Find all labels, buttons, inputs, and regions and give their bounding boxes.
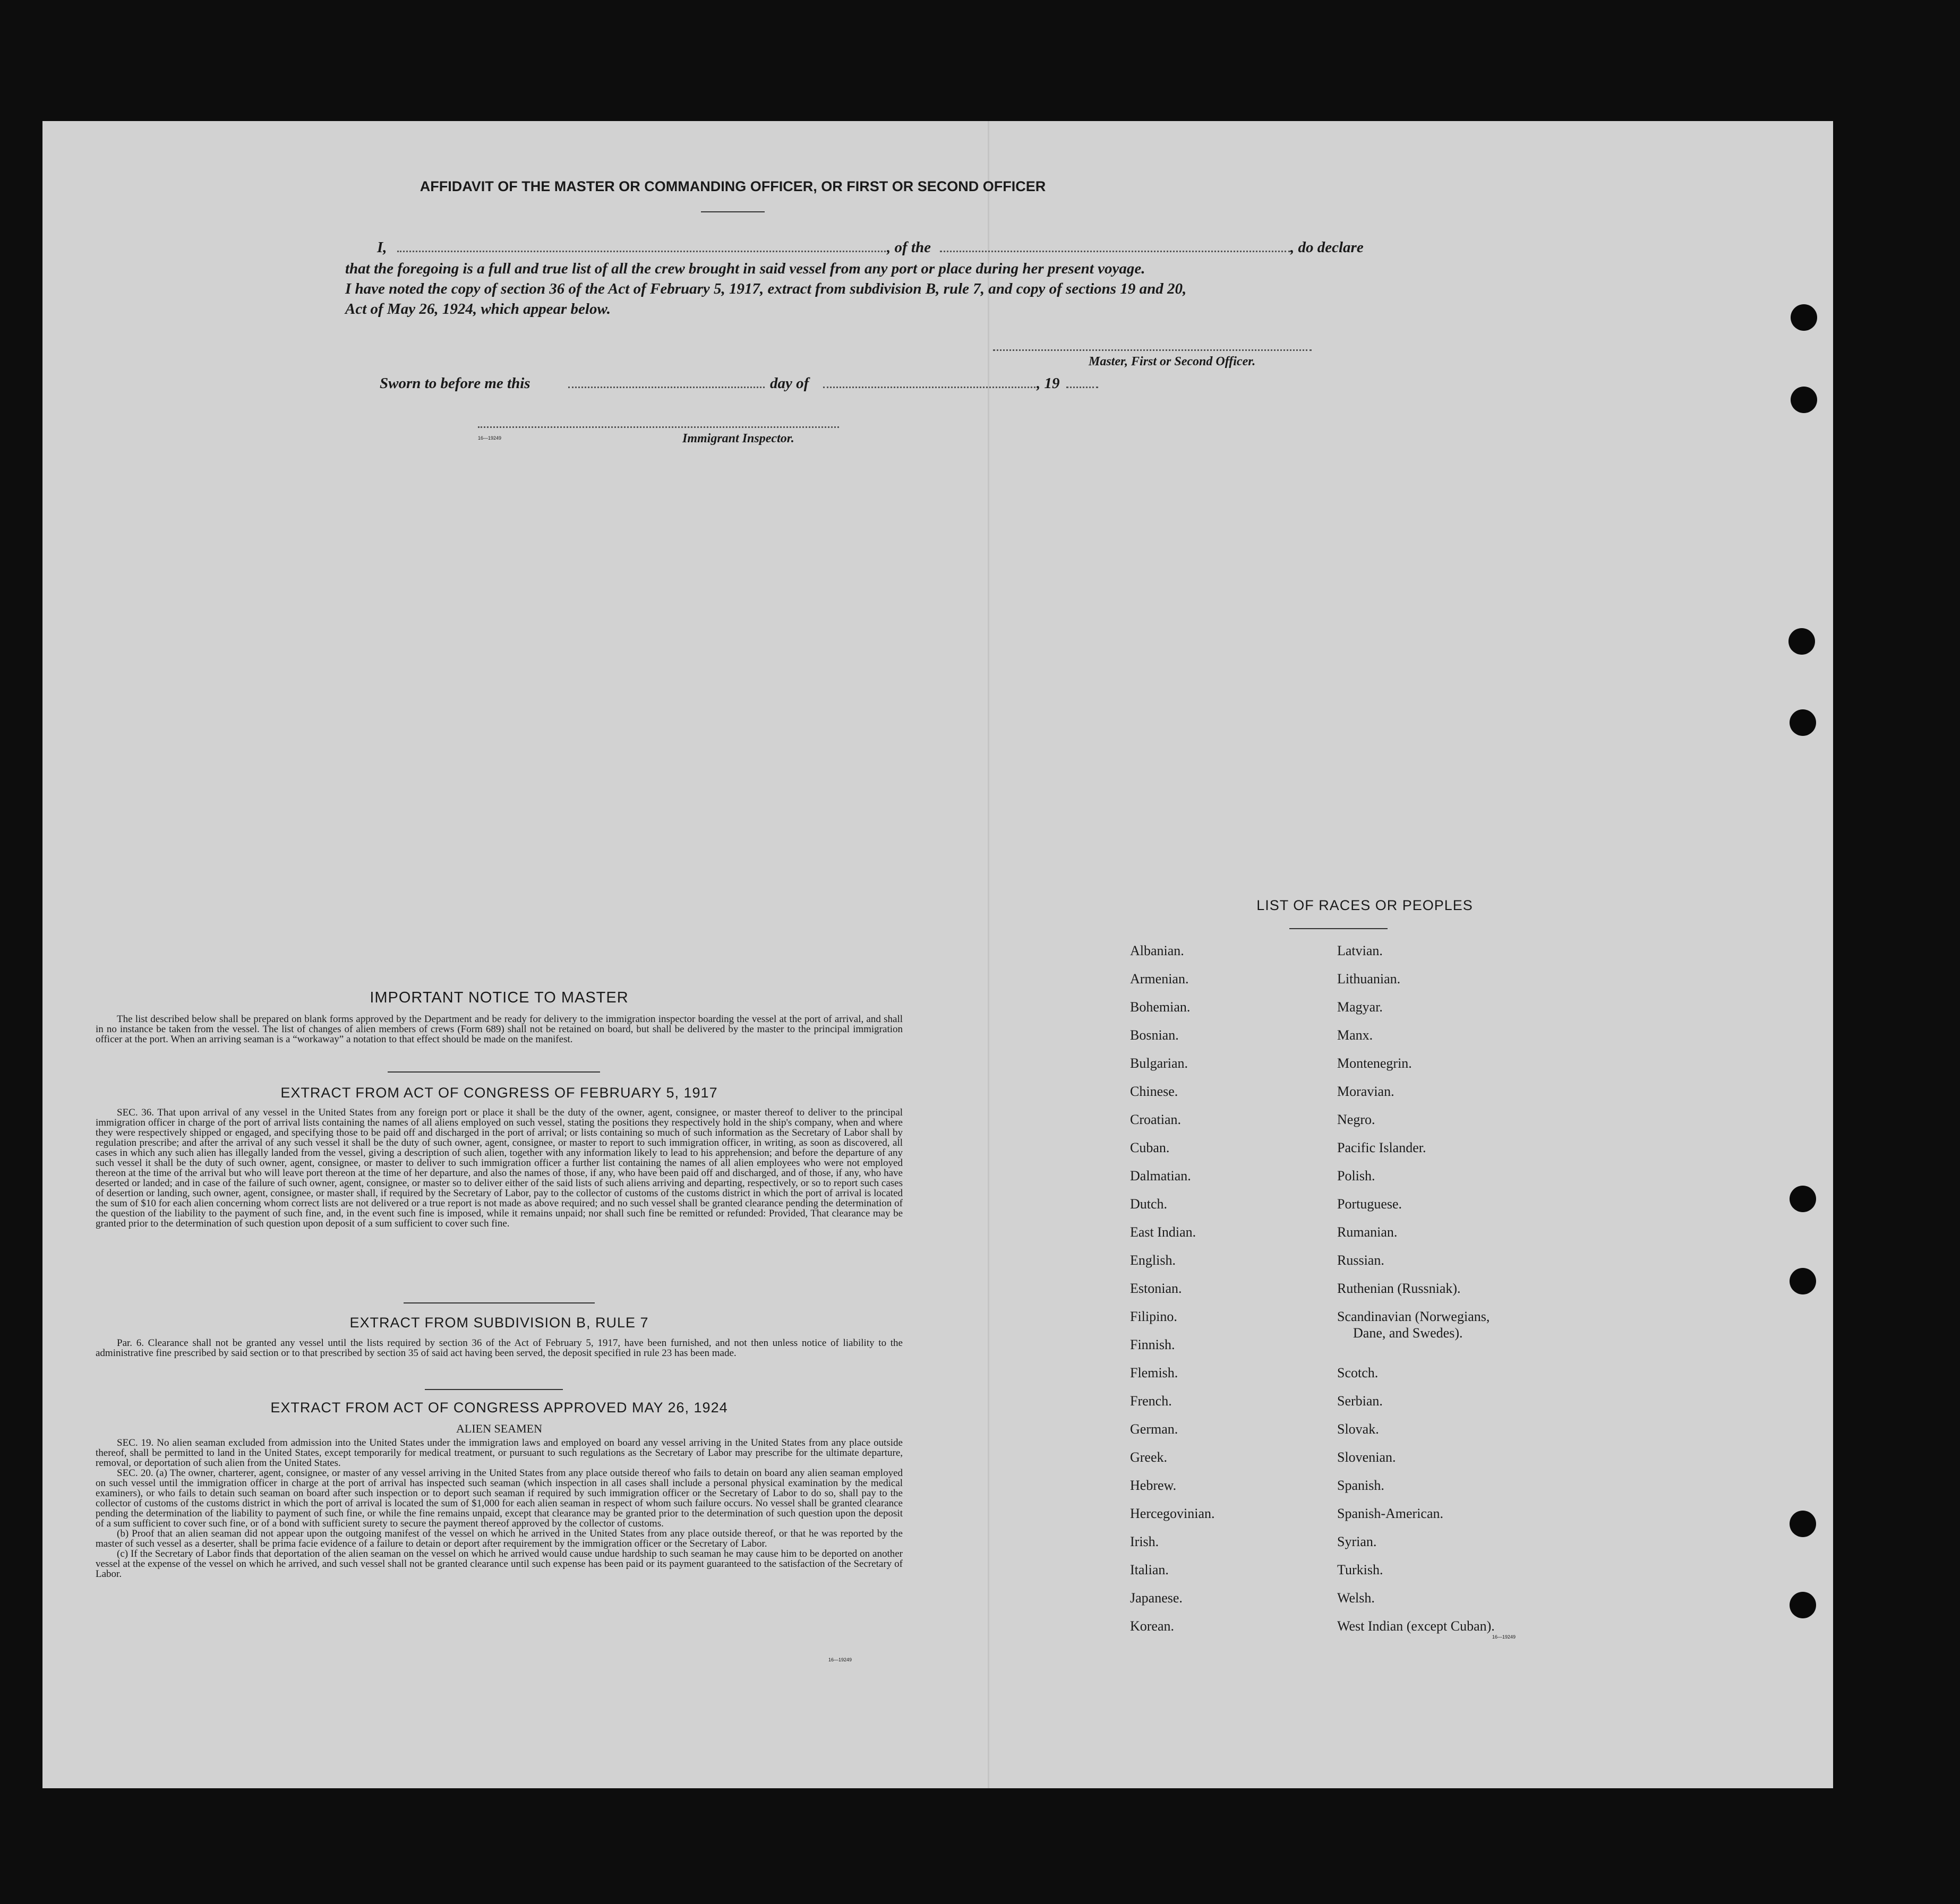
- race-col1-item: Dutch.: [1130, 1196, 1168, 1212]
- affidavit-do-declare: , do declare: [1290, 239, 1364, 256]
- sec36-text: SEC. 36. That upon arrival of any vessel in the United States from any foreign port or place it shall be the duty of the owner, agent, consignee, or master thereof to deliver to the principal immigration officer in charge of the port of arrival lists containing the names of all aliens employed on such vessel, stating the positions they respectively hold in the ship's company, when and where they were respectively shipped or engaged, and specifying those to be paid off and discharged in the port of arrival; or lists containing so much of such information as the Secretary of Labor shall by regulation prescribe; and after the arrival of any such vessel it shall be the duty of such owner, agent, consignee, or master to report to such immigration officer, in writing, as soon as discovered, all cases in which any such alien has illegally landed from the vessel, giving a description of such alien, together with any information likely to lead to his apprehension; and before the departure of any such vessel it shall be the duty of such owner, agent, consignee, or master to deliver to such immigration officer a further list containing the names of all alien employees who were not employed thereon at the time of the arrival but who will leave port thereon at the time of her departure, and also the names of those, if any, who have been paid off and discharged, and of those, if any, who have deserted or landed; and in case of the failure of such owner, agent, consignee, or master so to deliver either of the said lists of such aliens arriving and departing, respectively, or so to report such cases of desertion or landing, such owner, agent, consignee, or master shall, if required by the Secretary of Labor, pay to the collector of customs of the customs district in which the port of arrival is located the sum of $10 for each alien concerning whom correct lists are not delivered or a true report is not made as above required; and no such vessel shall be granted clearance pending the determination of the question of the liability to the payment of such fine, and, in the event such fine is imposed, while it remains unpaid; nor shall such fine be remitted or refunded: Provided, That clearance may be granted prior to the determination of such question upon deposit of a sum sufficient to cover such fine.: [96, 1107, 903, 1229]
- notice-rule: [388, 1071, 600, 1073]
- title-rule: [701, 211, 765, 212]
- sec20b-text: (b) Proof that an alien seaman did not appear upon the outgoing manifest of the vessel on which he arrived in the United States from any place outside thereof, or that he was reported by the master of such vessel as a deserter, shall be prima facie evidence of a failure to detain or deport after requirement by the immigration officer or the Secretary of Labor.: [96, 1528, 903, 1549]
- race-col1-item: Albanian.: [1130, 943, 1184, 958]
- race-col1-item: Armenian.: [1130, 971, 1189, 987]
- race-col2-item: Scotch.: [1337, 1365, 1379, 1380]
- race-col2-item: Pacific Islander.: [1337, 1140, 1426, 1155]
- race-col1-item: Bulgarian.: [1130, 1056, 1188, 1071]
- affidavit-title: AFFIDAVIT OF THE MASTER OR COMMANDING OFFICER, OR FIRST OR SECOND OFFICER: [420, 178, 1046, 194]
- race-col2-item: Welsh.: [1337, 1590, 1375, 1606]
- race-col1-item: English.: [1130, 1253, 1176, 1268]
- year-label: , 19: [1037, 375, 1060, 392]
- race-col1-item: Croatian.: [1130, 1112, 1182, 1127]
- race-col2-item: Ruthenian (Russniak).: [1337, 1281, 1461, 1296]
- races-rule: [1289, 928, 1388, 929]
- race-col1-item: Hebrew.: [1130, 1478, 1177, 1493]
- day-of-label: day of: [770, 375, 809, 392]
- race-col1-item: German.: [1130, 1421, 1178, 1437]
- race-col2-item: Slovenian.: [1337, 1450, 1396, 1465]
- inspector-label: Immigrant Inspector.: [682, 432, 794, 445]
- race-col1-item: Estonian.: [1130, 1281, 1182, 1296]
- race-col2-item: Portuguese.: [1337, 1196, 1402, 1212]
- race-col2-item: Montenegrin.: [1337, 1056, 1412, 1071]
- race-col2-item: Russian.: [1337, 1253, 1384, 1268]
- name-blank[interactable]: [397, 251, 886, 252]
- race-col2-item: Spanish.: [1337, 1478, 1384, 1493]
- sec20c-text: (c) If the Secretary of Labor finds that deportation of the alien seaman on the vessel on which he arrived would cause undue hardship to such seaman he may cause him to be deported on another vessel at the expense of the vessel on which he arrived, and such vessel shall not be granted clearance until such expense has been paid or its payment guaranteed to the satisfaction of the Secretary of Labor.: [96, 1548, 903, 1580]
- punch-hole: [1791, 304, 1817, 331]
- sec20a-text: SEC. 20. (a) The owner, charterer, agent, consignee, or master of any vessel arriving in the United States from any place outside thereof who fails to detain on board any alien seaman employed on such vessel until the immigration officer in charge at the port of arrival has inspected such seaman (which inspection in all cases shall include a personal physical examination by the medical examiners), or who fails to detain such seaman on board after such inspection or to deport such seaman if required by such immigration officer or the Secretary of Labor to do so, shall pay to the collector of customs of the customs district in which the port of arrival is located the sum of $1,000 for each alien seaman in respect of whom such failure occurs. No vessel shall be granted clearance pending the determination of the liability to payment of such fine, or while the fine remains unpaid, except that clearance may be granted prior to the determination of such question upon the deposit of a sum sufficient to cover such fine, or of a bond with sufficient surety to secure the payment thereof approved by the collector of customs.: [96, 1468, 903, 1529]
- affidavit-of-the: , of the: [887, 239, 931, 256]
- race-col1-item: Cuban.: [1130, 1140, 1170, 1155]
- year-blank[interactable]: [1066, 387, 1098, 388]
- punch-hole: [1788, 628, 1815, 655]
- race-col2-item: Negro.: [1337, 1112, 1375, 1127]
- master-label: Master, First or Second Officer.: [1089, 355, 1256, 368]
- race-col2-item: Serbian.: [1337, 1393, 1383, 1409]
- race-col1-item: Italian.: [1130, 1562, 1169, 1577]
- extract1924-body: [96, 1438, 903, 1579]
- race-col1-item: Flemish.: [1130, 1365, 1178, 1380]
- affidavit-i: I,: [377, 239, 387, 256]
- extract1924-form-code: 16—19249: [828, 1657, 852, 1662]
- race-col1-item: Finnish.: [1130, 1337, 1175, 1352]
- race-col1-item: Bosnian.: [1130, 1027, 1179, 1043]
- punch-hole: [1790, 709, 1816, 736]
- rule7-title: EXTRACT FROM SUBDIVISION B, RULE 7: [349, 1315, 649, 1331]
- extract1917-title: EXTRACT FROM ACT OF CONGRESS OF FEBRUARY 5, 1917: [280, 1085, 718, 1101]
- inspector-signature-line[interactable]: [478, 426, 839, 428]
- sworn-month-blank[interactable]: [823, 387, 1035, 388]
- master-signature-line[interactable]: [993, 349, 1312, 351]
- race-col2-item: Latvian.: [1337, 943, 1383, 958]
- race-col1-item: Irish.: [1130, 1534, 1159, 1549]
- race-col2-item: Polish.: [1337, 1168, 1375, 1183]
- document-sheet: [42, 121, 1833, 1788]
- race-col1-item: Dalmatian.: [1130, 1168, 1191, 1183]
- punch-hole: [1791, 387, 1817, 413]
- race-col2-item: Turkish.: [1337, 1562, 1383, 1577]
- race-col1-item: Filipino.: [1130, 1309, 1177, 1324]
- punch-hole: [1790, 1592, 1816, 1618]
- punch-hole: [1790, 1186, 1816, 1212]
- rule7-rule: [425, 1389, 563, 1390]
- affidavit-line4: Act of May 26, 1924, which appear below.: [345, 301, 611, 318]
- race-col1-item: East Indian.: [1130, 1224, 1196, 1240]
- races-form-code: 16—19249: [1492, 1634, 1516, 1640]
- race-col2-item: Scandinavian (Norwegians,: [1337, 1309, 1490, 1324]
- sworn-label: Sworn to before me this: [380, 375, 530, 392]
- race-col2-item: Syrian.: [1337, 1534, 1377, 1549]
- race-col2-item: Moravian.: [1337, 1084, 1394, 1099]
- affidavit-line3: I have noted the copy of section 36 of the Act of February 5, 1917, extract from subdivision B, rule 7, and copy of sections 19 and 20,: [345, 280, 1187, 297]
- par6-text: Par. 6. Clearance shall not be granted any vessel until the lists required by section 36 of the Act of February 5, 1917, have been furnished, and not then unless notice of liability to the administrative fine prescribed by said section or to that prescribed by section 35 of said act having been served, the deposit specified in rule 23 has been made.: [96, 1337, 903, 1359]
- notice-title: IMPORTANT NOTICE TO MASTER: [370, 989, 629, 1006]
- notice-body: [96, 1014, 903, 1044]
- race-col1-item: Greek.: [1130, 1450, 1168, 1465]
- race-col2-item: Lithuanian.: [1337, 971, 1401, 987]
- race-col1-item: Korean.: [1130, 1618, 1175, 1634]
- extract1924-title: EXTRACT FROM ACT OF CONGRESS APPROVED MAY 26, 1924: [270, 1400, 728, 1416]
- affidavit-line2: that the foregoing is a full and true list of all the crew brought in said vessel from any port or place during her present voyage.: [345, 260, 1145, 277]
- sworn-day-blank[interactable]: [568, 387, 765, 388]
- race-col2-item: Rumanian.: [1337, 1224, 1398, 1240]
- extract1917-body: [96, 1108, 903, 1229]
- race-col2-item: Slovak.: [1337, 1421, 1379, 1437]
- race-col1-item: Bohemian.: [1130, 999, 1191, 1015]
- race-col1-item: Hercegovinian.: [1130, 1506, 1215, 1521]
- rule7-body: [96, 1338, 903, 1358]
- punch-hole: [1790, 1268, 1816, 1294]
- sec19-text: SEC. 19. No alien seaman excluded from admission into the United States under the immigration laws and employed on board any vessel arriving in the United States from any place outside thereof, shall be permitted to land in the United States, except temporarily for medical treatment, or pursuant to such regulations as the Secretary of Labor may prescribe for the ultimate departure, removal, or deportation of such alien from the United States.: [96, 1437, 903, 1469]
- race-col1-item: French.: [1130, 1393, 1172, 1409]
- notice-text: The list described below shall be prepared on blank forms approved by the Department and be ready for delivery to the immigration inspector boarding the vessel at the port of arrival, and shall in no instance be taken from the vessel. The list of changes of alien members of crews (Form 689) shall not be retained on board, but shall be delivered by the master to the principal immigration officer at the port. When an arriving seaman is a “workaway” a notation to that effect should be made on the manifest.: [96, 1014, 903, 1045]
- race-col2-item: West Indian (except Cuban).: [1337, 1618, 1495, 1634]
- races-title: LIST OF RACES OR PEOPLES: [1256, 897, 1473, 913]
- race-col1-item: Chinese.: [1130, 1084, 1178, 1099]
- race-col2-item: Magyar.: [1337, 999, 1383, 1015]
- extract1924-subtitle: ALIEN SEAMEN: [456, 1422, 542, 1435]
- punch-hole: [1790, 1511, 1816, 1537]
- race-col2-item: Dane, and Swedes).: [1353, 1325, 1463, 1341]
- extract1917-rule: [404, 1302, 595, 1303]
- center-fold: [988, 121, 989, 1788]
- race-col1-item: Japanese.: [1130, 1590, 1183, 1606]
- race-col2-item: Manx.: [1337, 1027, 1373, 1043]
- vessel-blank[interactable]: [940, 251, 1290, 252]
- race-col2-item: Spanish-American.: [1337, 1506, 1444, 1521]
- affidavit-form-code: 16—19249: [478, 435, 502, 441]
